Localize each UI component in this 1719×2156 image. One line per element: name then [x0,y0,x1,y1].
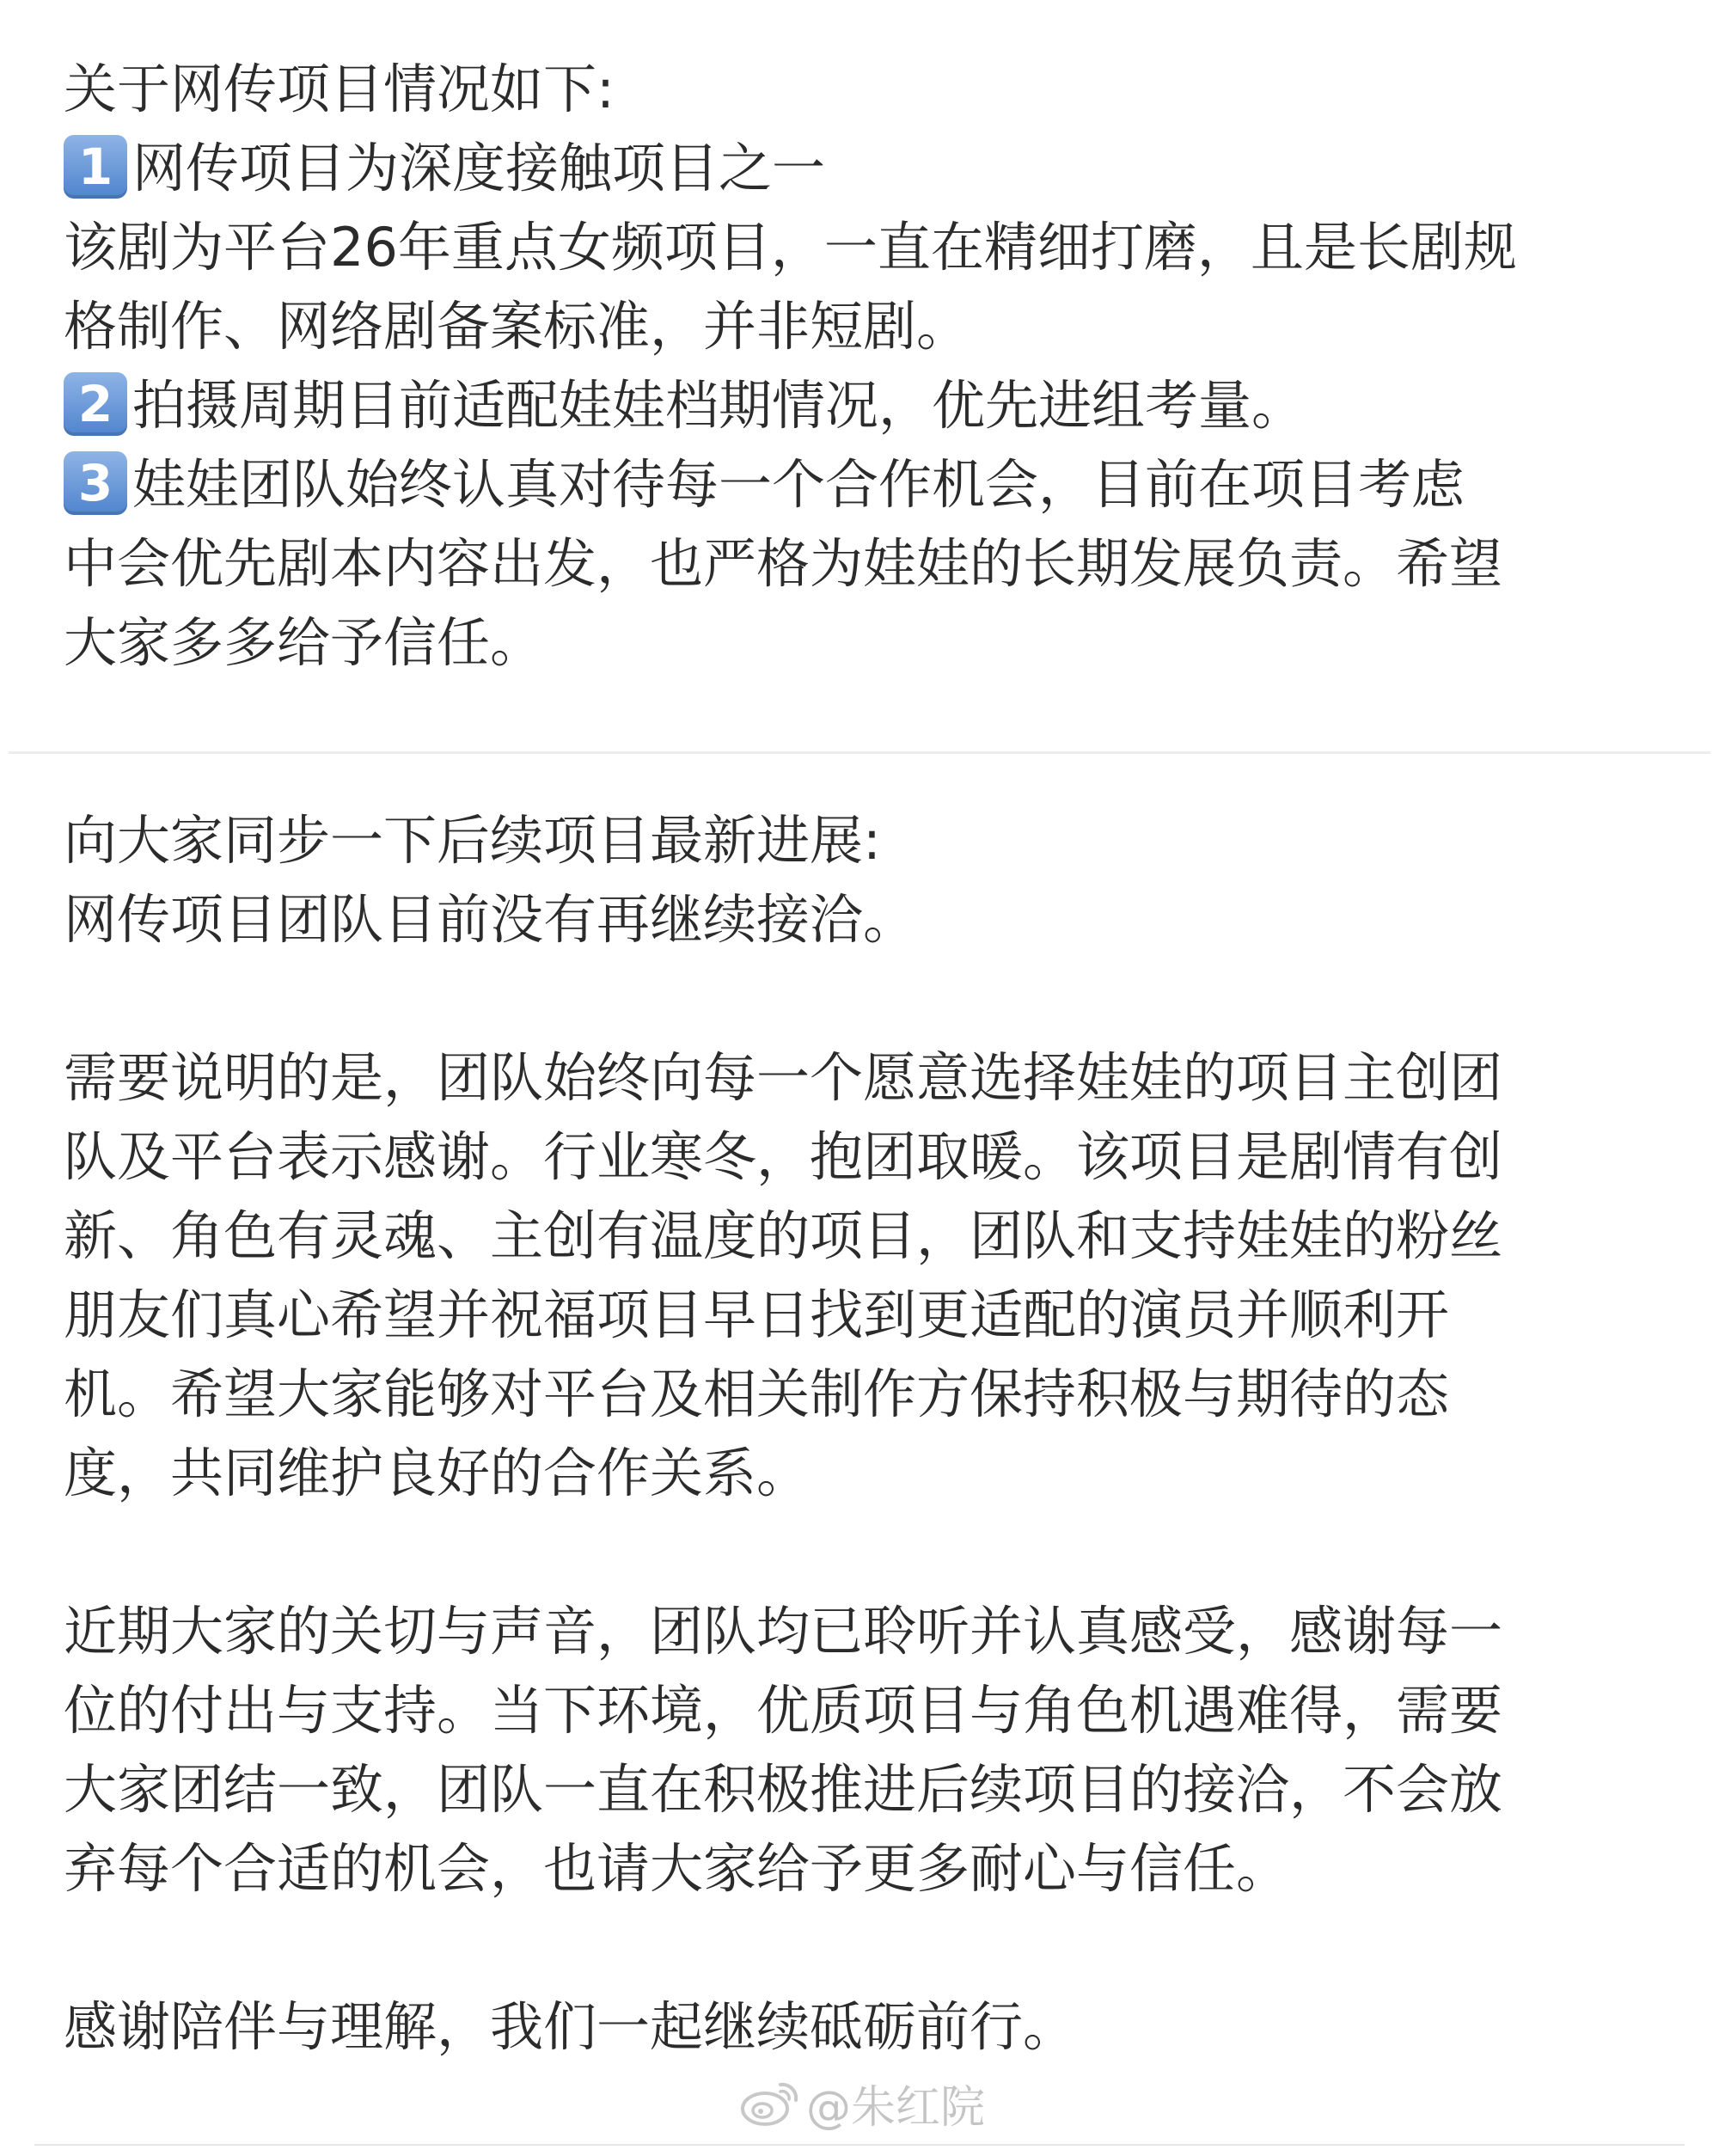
number-3-badge: 3 [64,451,127,515]
item-3-detail-line: 中会优先剧本内容出发，也严格为娃娃的长期发展负责。希望 [64,532,1503,595]
explain-line: 机。希望大家能够对平台及相关制作方保持积极与期待的态 [64,1363,1450,1425]
watermark-text: @朱红院 [806,2081,986,2134]
explain-line: 队及平台表示感谢。行业寒冬，抱团取暖。该项目是剧情有创 [64,1125,1503,1188]
number-1-badge: 1 [64,135,127,199]
item-3-detail-line: 大家多多给予信任。 [64,611,544,674]
clarification-item-1 [64,129,825,208]
update-line: 向大家同步一下后续项目最新进展: [64,809,881,872]
item-2-text: 拍摄周期目前适配娃娃档期情况，优先进组考量。 [132,374,1306,437]
item-1-text: 网传项目为深度接触项目之一 [132,137,826,199]
explain-line: 度，共同维护良好的合作关系。 [64,1442,811,1504]
clarification-heading: 关于网传项目情况如下: [64,58,615,120]
item-3-text: 娃娃团队始终认真对待每一个合作机会，目前在项目考虑 [132,453,1465,516]
recent-line: 大家团结一致，团队一直在积极推进后续项目的接洽，不会放 [64,1758,1503,1821]
item-1-detail-line: 格制作、网络剧备案标准，并非短剧。 [64,295,970,358]
bottom-divider [34,2144,1685,2146]
weibo-icon [739,2076,801,2129]
clarification-item-3 [64,445,1465,524]
section-divider [9,751,1710,754]
item-1-detail-line: 该剧为平台26年重点女频项目，一直在精细打磨，且是长剧规 [64,216,1517,279]
clarification-item-2 [64,366,1305,445]
recent-line: 近期大家的关切与声音，团队均已聆听并认真感受，感谢每一 [64,1600,1503,1663]
closing-line: 感谢陪伴与理解，我们一起继续砥砺前行。 [64,1995,1077,2058]
update-line: 网传项目团队目前没有再继续接洽。 [64,888,917,951]
recent-line: 位的付出与支持。当下环境，优质项目与角色机遇难得，需要 [64,1679,1503,1742]
explain-line: 需要说明的是，团队始终向每一个愿意选择娃娃的项目主创团 [64,1046,1503,1109]
weibo-watermark [739,2072,985,2134]
explain-line: 朋友们真心希望并祝福项目早日找到更适配的演员并顺利开 [64,1283,1450,1346]
recent-line: 弃每个合适的机会，也请大家给予更多耐心与信任。 [64,1837,1290,1900]
explain-line: 新、角色有灵魂、主创有温度的项目，团队和支持娃娃的粉丝 [64,1204,1503,1267]
number-2-badge: 2 [64,372,127,436]
